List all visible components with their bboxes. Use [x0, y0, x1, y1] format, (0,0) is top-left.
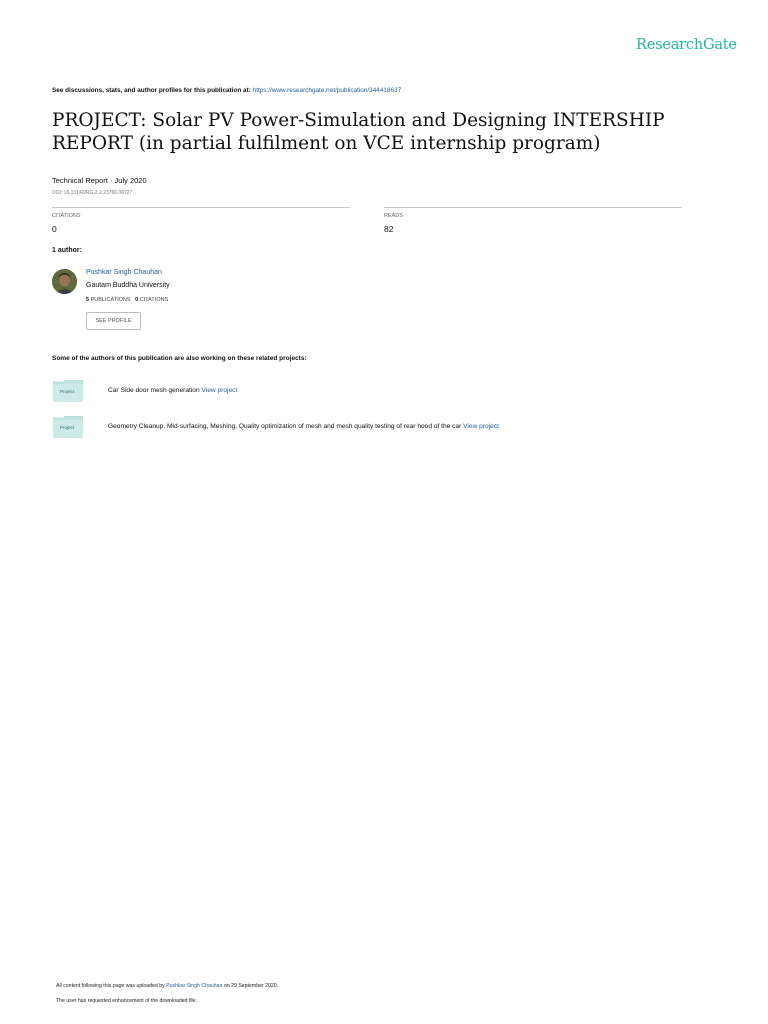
author-avatar[interactable] [52, 269, 77, 294]
project-icon-label: Project [60, 425, 75, 430]
view-project-link[interactable]: View project [201, 387, 238, 394]
reads-divider [384, 207, 682, 208]
author-name-link[interactable]: Pushkar Singh Chauhan [86, 269, 162, 276]
publication-doi: DOI: 10.13140/RG.2.2.23766.06727 [52, 190, 133, 196]
author-publications-label: PUBLICATIONS [90, 297, 131, 303]
citations-value: 0 [52, 224, 57, 234]
publication-url-link[interactable]: https://www.researchgate.net/publication/344418637 [252, 87, 402, 94]
project-title: Geometry Cleanup, Mid-surfacing, Meshing, Quality optimization of mesh and mesh quality testing of rear hood of the car [108, 423, 462, 430]
project-title: Car Side door mesh generation [108, 387, 200, 394]
publication-type-date: Technical Report · July 2020 [52, 176, 147, 185]
project-folder-icon[interactable] [53, 416, 83, 443]
citations-label: CITATIONS [52, 213, 81, 219]
project-item [108, 423, 499, 430]
discussions-label: See discussions, stats, and author profiles for this publication at: [52, 87, 251, 94]
see-profile-button[interactable]: SEE PROFILE [86, 312, 141, 330]
researchgate-logo[interactable]: ResearchGate [636, 37, 737, 53]
publication-title: PROJECT: Solar PV Power-Simulation and Designing INTERSHIP REPORT (in partial fulfilment on VCE internship program) [52, 110, 665, 154]
avatar-icon [52, 269, 77, 294]
upload-suffix: on 29 September 2020. [223, 983, 279, 989]
reads-value: 82 [384, 224, 394, 234]
author-publications-count: 5 [86, 297, 90, 303]
enhancement-note: The user has requested enhancement of the downloaded file. [56, 998, 198, 1004]
upload-note [56, 983, 278, 989]
author-stats [86, 297, 168, 303]
uploader-link[interactable]: Pushkar Singh Chauhan [166, 983, 223, 989]
discussions-line [52, 87, 401, 94]
project-folder-icon[interactable] [53, 380, 83, 407]
project-item [108, 387, 237, 394]
project-icon-label: Project [60, 389, 75, 394]
reads-label: READS [384, 213, 403, 219]
upload-prefix: All content following this page was uploaded by [56, 983, 165, 989]
related-projects-heading: Some of the authors of this publication are also working on these related projects: [52, 355, 307, 362]
citations-divider [52, 207, 350, 208]
author-affiliation: Gautam Buddha University [86, 282, 170, 289]
authors-heading: 1 author: [52, 247, 82, 254]
author-citations-label: CITATIONS [139, 297, 169, 303]
view-project-link[interactable]: View project [463, 423, 499, 430]
author-citations-count: 0 [135, 297, 139, 303]
